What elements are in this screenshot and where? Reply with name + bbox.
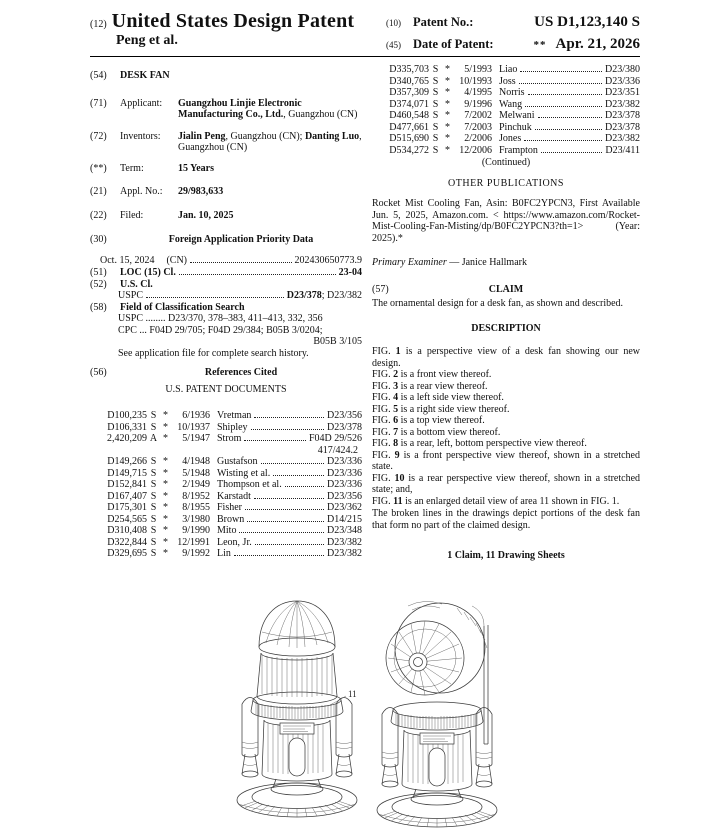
left-column <box>90 70 362 560</box>
classification: D23/382 <box>327 548 362 559</box>
classification: D23/336 <box>327 456 362 467</box>
figure-description-line: FIG. 9 is a front perspective view thereof, shown in a stretched state. <box>372 449 640 472</box>
classification-cont: 417/424.2 <box>317 444 358 456</box>
dot-leader <box>519 83 602 84</box>
dot-leader <box>247 521 324 522</box>
classification: D23/356 <box>327 490 362 502</box>
dot-leader <box>245 509 324 510</box>
table-row: D322,844 S * 12/1991 Leon, Jr. D23/382 <box>90 537 362 549</box>
continued-note: (Continued) <box>481 157 531 168</box>
patent-number: D149,715 <box>107 467 147 479</box>
date-label: Date of Patent: <box>413 37 494 51</box>
dot-leader <box>524 140 602 141</box>
field-of-search: (58) Field of Classification Search USPC ........ D23/370, 378–383, 411–413, 332, 356 CPC ... F04D 29/705; F04D 29/384; B05B 3/0204; B05B 3/105 See application file for complete search history. <box>90 301 362 359</box>
classification: D23/356 <box>327 410 362 421</box>
classification: D23/378 <box>605 121 640 133</box>
figure-description-line: FIG. 4 is a left side view thereof. <box>372 392 504 403</box>
patentee-name: Melwani <box>499 110 535 121</box>
classification: D23/382 <box>605 98 640 110</box>
classification: D23/351 <box>605 87 640 98</box>
classification: D23/378 <box>605 110 640 121</box>
patent-number: D106,331 <box>107 421 147 433</box>
patentee-name: Fisher <box>217 502 242 513</box>
detail-label-11: 11 <box>348 689 357 699</box>
patent-date: 5/1993 <box>464 64 492 75</box>
patentee-name: Gustafson <box>217 456 258 467</box>
appl-no-field: (21) Appl. No.: 29/983,633 <box>90 186 224 197</box>
filed-field: (22) Filed: Jan. 10, 2025 <box>90 209 234 221</box>
patentee-name: Thompson et al. <box>217 479 282 490</box>
table-row: D515,690 S * 2/2006 Jones D23/382 <box>372 133 640 145</box>
patent-number: D149,266 <box>107 456 147 467</box>
desk-fan-figure <box>212 592 522 834</box>
fan-head-closed <box>257 601 337 704</box>
patent-number: D167,407 <box>107 490 147 502</box>
table-row: D357,309 S * 4/1995 Norris D23/351 <box>372 87 640 99</box>
us-patent-documents-heading: U.S. PATENT DOCUMENTS <box>165 383 287 395</box>
references-table <box>90 410 362 560</box>
patent-number: D322,844 <box>107 536 147 548</box>
header-left <box>90 10 386 49</box>
dot-leader <box>234 555 324 556</box>
patentee-name: Wisting et al. <box>217 467 271 479</box>
figure-descriptions <box>372 346 640 507</box>
patentee-name: Liao <box>499 64 518 75</box>
references-heading: (56) References Cited <box>90 367 278 378</box>
table-row: D335,703 S * 5/1993 Liao D23/380 <box>372 64 640 76</box>
patentee-name: Joss <box>499 75 516 87</box>
dot-leader <box>525 106 602 107</box>
header-rule <box>90 56 640 57</box>
applicant-value: Guangzhou Linjie Electronic Manufacturing Co., Ltd., Guangzhou (CN) <box>178 97 358 120</box>
applicant-field: (71) Applicant: Guangzhou Linjie Electronic Manufacturing Co., Ltd., Guangzhou (CN) <box>90 98 362 121</box>
patent-date: 7/2002 <box>464 110 492 121</box>
patent-number: D310,408 <box>107 525 147 536</box>
ref-tag-45: (45) <box>386 40 401 50</box>
patent-date: 10/1993 <box>459 75 492 87</box>
ref-tag-12: (12) <box>90 19 107 30</box>
us-class-field: (52) U.S. Cl. USPC D23/378; D23/382 <box>90 278 362 301</box>
dot-leader <box>239 532 324 533</box>
patent-date: 5/1947 <box>182 433 210 444</box>
dot-leader <box>190 262 291 263</box>
patent-date: 9/1990 <box>182 525 210 536</box>
right-column <box>372 64 640 562</box>
table-row: D534,272 S * 12/2006 Frampton D23/411 <box>372 145 640 157</box>
patent-number: D175,301 <box>107 502 147 513</box>
fan-head-open <box>386 601 487 695</box>
dot-leader <box>254 498 324 499</box>
authors: Peng et al. <box>116 33 178 48</box>
patent-date: 2/1949 <box>182 479 210 490</box>
dot-leader <box>251 429 324 430</box>
figure-description-line: FIG. 2 is a front view thereof. <box>372 369 492 380</box>
patent-date: 12/2006 <box>459 144 492 156</box>
patentee-name: Strom <box>217 433 242 444</box>
classification: D23/336 <box>605 75 640 87</box>
references-table-continued <box>372 64 640 156</box>
dot-leader <box>541 152 602 153</box>
claim-heading: (57) CLAIM <box>372 283 524 295</box>
document-title: United States Design Patent <box>111 10 355 32</box>
patentee-name: Pinchuk <box>499 121 532 133</box>
dot-leader <box>535 129 602 130</box>
ref-tag-10: (10) <box>386 18 401 28</box>
patent-date: 3/1980 <box>182 513 210 525</box>
patent-number: D340,765 <box>389 75 429 87</box>
table-row: D329,695 S * 9/1992 Lin D23/382 <box>90 548 362 560</box>
patent-number: D152,841 <box>107 479 147 490</box>
dot-leader <box>255 544 324 545</box>
description-heading: DESCRIPTION <box>471 322 541 334</box>
table-row: D152,841 S * 2/1949 Thompson et al. D23/336 <box>90 479 362 491</box>
table-row: D167,407 S * 8/1952 Karstadt D23/356 <box>90 491 362 503</box>
table-row: D149,266 S * 4/1948 Gustafson D23/336 <box>90 456 362 468</box>
patent-number: D100,235 <box>107 410 147 421</box>
classification: F04D 29/526 <box>308 433 362 444</box>
table-row: D310,408 S * 9/1990 Mito D23/348 <box>90 525 362 537</box>
other-publications-heading: OTHER PUBLICATIONS <box>448 177 564 189</box>
patentee-name: Norris <box>499 87 525 98</box>
classification: D23/336 <box>327 479 362 490</box>
patent-date: 8/1952 <box>182 490 210 502</box>
table-row: D340,765 S * 10/1993 Joss D23/336 <box>372 76 640 88</box>
patentee-name: Shipley <box>217 421 248 433</box>
patent-number: D460,548 <box>389 110 429 121</box>
patent-date: 9/1996 <box>464 98 492 110</box>
loc-class-field: (51) LOC (15) Cl. 23-04 <box>90 267 362 278</box>
invention-title: DESK FAN <box>120 70 170 81</box>
patentee-name: Lin <box>217 548 231 559</box>
patent-number: D515,690 <box>389 133 429 144</box>
patent-number: 2,420,209 <box>107 433 147 444</box>
dot-leader <box>244 440 305 441</box>
primary-examiner: Primary Examiner — Janice Hallmark <box>372 257 527 268</box>
patentee-name: Mito <box>217 525 237 536</box>
classification: D23/378 <box>327 421 362 433</box>
patentee-name: Wang <box>499 98 523 110</box>
patentee-name: Leon, Jr. <box>217 536 252 548</box>
title-field: (54) DESK FAN <box>90 70 362 82</box>
classification: D23/382 <box>605 133 640 144</box>
header-right <box>386 14 640 58</box>
classification: D23/411 <box>605 144 640 156</box>
classification: D23/336 <box>327 467 362 479</box>
figure-description-line: FIG. 6 is a top view thereof. <box>372 415 485 426</box>
dot-leader <box>528 94 602 95</box>
claims-sheets-line: 1 Claim, 11 Drawing Sheets <box>447 550 565 561</box>
other-publications-text: Rocket Mist Cooling Fan, Asin: B0FC2YPCN3, First Available Jun. 5, 2025, Amazon.com. < https://www.amazon.com/Rocket-Mist-Cooling-Fan-Misting/dp/B0FC2YPCN3?th=1> (Year: 2025).* <box>372 198 640 244</box>
dot-leader <box>520 71 602 72</box>
patent-date: 12/1991 <box>177 536 210 548</box>
dot-leader <box>146 297 284 298</box>
foreign-priority-line: Oct. 15, 2024 (CN) 202430650773.9 <box>100 254 362 266</box>
dot-leader <box>285 486 324 487</box>
table-row: D149,715 S * 5/1948 Wisting et al. D23/336 <box>90 468 362 480</box>
patent-number: D534,272 <box>389 144 429 156</box>
table-row: D254,565 S * 3/1980 Brown D14/215 <box>90 514 362 526</box>
patent-date: 7/2003 <box>464 121 492 133</box>
classification: D14/215 <box>327 513 362 525</box>
patent-number: D329,695 <box>107 548 147 559</box>
patent-date: 9/1992 <box>182 548 210 559</box>
table-row: D460,548 S * 7/2002 Melwani D23/378 <box>372 110 640 122</box>
figure-description-line: FIG. 11 is an enlarged detail view of area 11 shown in FIG. 1. <box>372 495 620 507</box>
patent-date: 10/1937 <box>177 421 210 433</box>
dot-leader <box>273 475 324 476</box>
patent-date: ** Apr. 21, 2026 <box>533 36 640 52</box>
patent-date: 4/1948 <box>182 456 210 467</box>
patentee-name: Vretman <box>217 410 252 421</box>
classification: D23/348 <box>327 525 362 536</box>
figure-description-line: FIG. 5 is a right side view thereof. <box>372 403 510 415</box>
inventors-field: (72) Inventors: Jialin Peng, Guangzhou (CN); Danting Luo, Guangzhou (CN) <box>90 130 362 153</box>
table-row: D477,661 S * 7/2003 Pinchuk D23/378 <box>372 122 640 134</box>
figure-description-line: FIG. 7 is a bottom view thereof. <box>372 426 501 438</box>
term-field: (**) Term: 15 Years <box>90 162 215 174</box>
patent-no: US D1,123,140 S <box>534 14 640 30</box>
patent-date: 4/1995 <box>464 87 492 98</box>
patent-number: D374,071 <box>389 98 429 110</box>
figure-description-line: FIG. 8 is a rear, left, bottom perspective view thereof. <box>372 438 587 449</box>
patentee-name: Karstadt <box>217 490 251 502</box>
figure-description-line: FIG. 1 is a perspective view of a desk fan showing our new design. <box>372 346 641 369</box>
patent-date: 6/1936 <box>182 410 210 421</box>
patent-date: 5/1948 <box>182 467 210 479</box>
dot-leader <box>254 417 324 418</box>
fan-body-base <box>237 692 357 817</box>
dot-leader <box>261 463 324 464</box>
term-asterisks: ** <box>533 39 547 51</box>
classification: D23/362 <box>327 502 362 513</box>
table-row: D175,301 S * 8/1955 Fisher D23/362 <box>90 502 362 514</box>
patentee-name: Jones <box>499 133 522 144</box>
classification: D23/382 <box>327 536 362 548</box>
patent-number: D357,309 <box>389 87 429 98</box>
dot-leader <box>538 117 602 118</box>
patent-number: D477,661 <box>389 121 429 133</box>
foreign-priority-heading: (30) Foreign Application Priority Data <box>90 234 314 245</box>
patentee-name: Frampton <box>499 144 538 156</box>
patentee-name: Brown <box>217 513 245 525</box>
broken-lines-note: The broken lines in the drawings depict portions of the desk fan that form no part of the claimed design. <box>372 508 640 531</box>
patent-number: D335,703 <box>389 64 429 75</box>
patent-number: D254,565 <box>107 513 147 525</box>
patent-no-label: Patent No.: <box>413 15 474 29</box>
table-row: D100,235 S * 6/1936 Vretman D23/356 <box>90 410 362 422</box>
dot-leader <box>179 274 336 275</box>
figure-description-line: FIG. 10 is a rear perspective view thereof, shown in a stretched state; and, <box>372 472 641 495</box>
claim-text: The ornamental design for a desk fan, as shown and described. <box>372 298 624 309</box>
table-row: 2,420,209 A * 5/1947 Strom F04D 29/526 417/424.2 <box>90 433 362 456</box>
patent-drawing <box>212 592 522 834</box>
inventors-value: Jialin Peng, Guangzhou (CN); Danting Luo, Guangzhou (CN) <box>178 130 362 153</box>
figure-description-line: FIG. 3 is a rear view thereof. <box>372 380 488 392</box>
table-row: D106,331 S * 10/1937 Shipley D23/378 <box>90 422 362 434</box>
patent-date: 2/2006 <box>464 133 492 144</box>
table-row: D374,071 S * 9/1996 Wang D23/382 <box>372 99 640 111</box>
classification: D23/380 <box>605 64 640 75</box>
patent-date: 8/1955 <box>182 502 210 513</box>
